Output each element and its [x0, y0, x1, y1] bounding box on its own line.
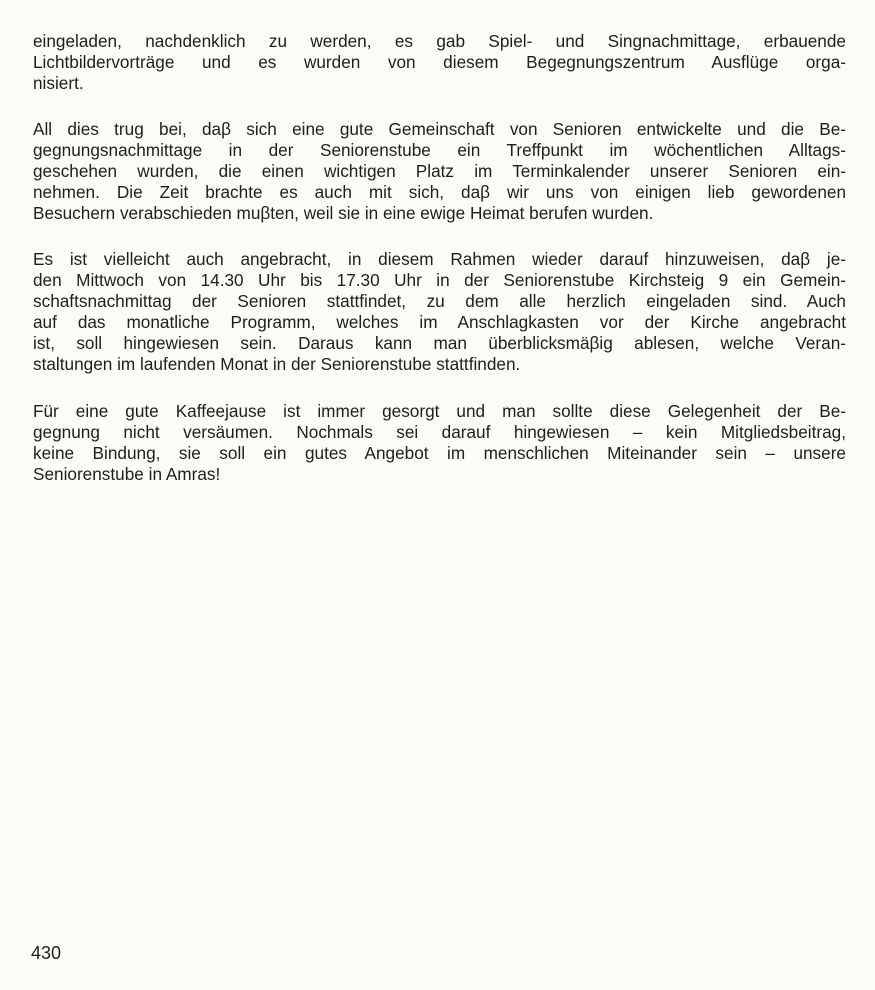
text-line: nehmen. Die Zeit brachte es auch mit sich, daβ wir uns von einigen lieb gewordenen [33, 182, 846, 202]
text-line: gegnung nicht versäumen. Nochmals sei darauf hingewiesen – kein Mitgliedsbeitrag, [33, 422, 846, 442]
text-line: schaftsnachmittag der Senioren stattfindet, zu dem alle herzlich eingeladen sind. Auch [33, 291, 846, 311]
text-line: Besuchern verabschieden muβten, weil sie in eine ewige Heimat berufen wurden. [33, 203, 654, 223]
text-line: geschehen wurden, die einen wichtigen Platz im Terminkalender unserer Senioren ein- [33, 161, 846, 181]
text-line: Es ist vielleicht auch angebracht, in diesem Rahmen wieder darauf hinzuweisen, daβ je- [33, 249, 846, 269]
text-line: gegnungsnachmittage in der Seniorenstube ein Treffpunkt im wöchentlichen Alltags- [33, 140, 846, 160]
text-line: keine Bindung, sie soll ein gutes Angebot im menschlichen Miteinander sein – unsere [33, 443, 846, 463]
text-line: nisiert. [33, 73, 84, 93]
text-line: Seniorenstube in Amras! [33, 464, 221, 484]
text-line: All dies trug bei, daβ sich eine gute Gemeinschaft von Senioren entwickelte und die Be- [33, 119, 846, 139]
text-line: eingeladen, nachdenklich zu werden, es gab Spiel- und Singnachmittage, erbauende [33, 31, 846, 51]
text-line: Lichtbildervorträge und es wurden von diesem Begegnungszentrum Ausflüge orga- [33, 52, 846, 72]
text-line: ist, soll hingewiesen sein. Daraus kann man überblicksmäβig ablesen, welche Veran- [33, 333, 846, 353]
paragraph-schedule [33, 249, 846, 375]
paragraph-invitation [33, 401, 846, 485]
paragraph-excursions [33, 31, 846, 94]
page-number: 430 [31, 943, 62, 963]
paragraph-community [33, 119, 846, 224]
text-line: Für eine gute Kaffeejause ist immer gesorgt und man sollte diese Gelegenheit der Be- [33, 401, 846, 421]
text-line: auf das monatliche Programm, welches im Anschlagkasten vor der Kirche angebracht [33, 312, 846, 332]
text-line: den Mittwoch von 14.30 Uhr bis 17.30 Uhr in der Seniorenstube Kirchsteig 9 ein Gemein- [33, 270, 846, 290]
text-line: staltungen im laufenden Monat in der Seniorenstube stattfinden. [33, 354, 521, 374]
